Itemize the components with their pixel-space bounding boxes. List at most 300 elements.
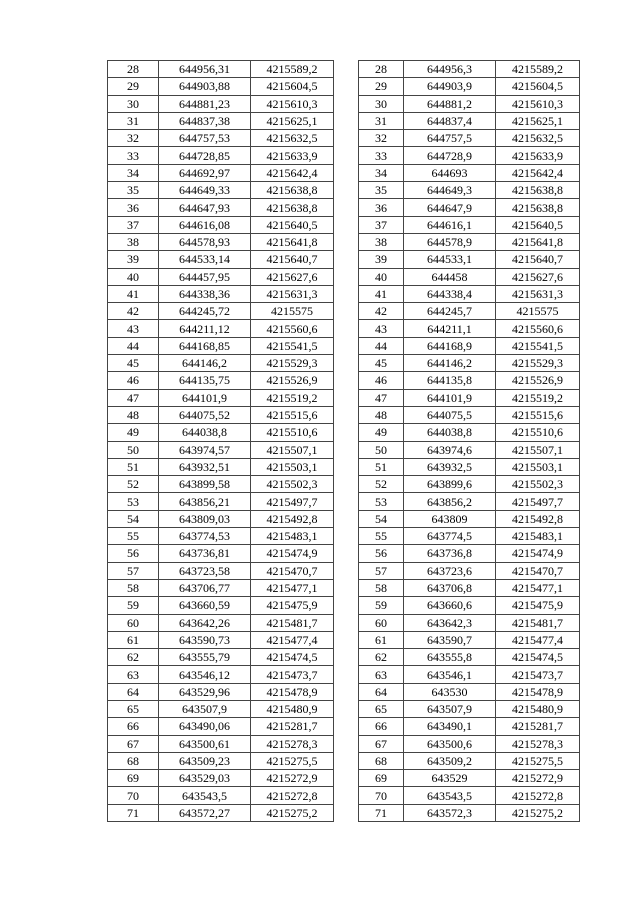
- y-coordinate-cell: 4215497,7: [496, 493, 580, 510]
- point-number-cell: 40: [359, 268, 404, 285]
- table-row: [359, 233, 580, 250]
- table-row: [359, 458, 580, 475]
- point-number-cell: 61: [359, 631, 404, 648]
- point-number-cell: 67: [108, 735, 159, 752]
- point-number-cell: 30: [359, 95, 404, 112]
- table-row: [108, 112, 334, 129]
- y-coordinate-cell: 4215481,7: [496, 614, 580, 631]
- point-number-cell: 39: [108, 251, 159, 268]
- table-row: [108, 804, 334, 821]
- table-row: [359, 320, 580, 337]
- point-number-cell: 55: [108, 528, 159, 545]
- x-coordinate-cell: 643723,6: [404, 562, 496, 579]
- point-number-cell: 69: [108, 770, 159, 787]
- x-coordinate-cell: 644533,14: [159, 251, 251, 268]
- table-row: [108, 147, 334, 164]
- y-coordinate-cell: 4215272,9: [251, 770, 334, 787]
- table-row: [359, 700, 580, 717]
- table-row: [359, 735, 580, 752]
- x-coordinate-cell: 644075,5: [404, 406, 496, 423]
- table-row: [359, 718, 580, 735]
- x-coordinate-cell: 644616,1: [404, 216, 496, 233]
- y-coordinate-cell: 4215503,1: [496, 458, 580, 475]
- x-coordinate-cell: 644956,31: [159, 61, 251, 78]
- x-coordinate-cell: 643530: [404, 683, 496, 700]
- point-number-cell: 46: [359, 372, 404, 389]
- x-coordinate-cell: 644038,8: [159, 424, 251, 441]
- y-coordinate-cell: 4215470,7: [496, 562, 580, 579]
- y-coordinate-cell: 4215497,7: [251, 493, 334, 510]
- point-number-cell: 34: [108, 164, 159, 181]
- y-coordinate-cell: 4215610,3: [496, 95, 580, 112]
- y-coordinate-cell: 4215477,4: [251, 631, 334, 648]
- table-row: [108, 666, 334, 683]
- point-number-cell: 64: [359, 683, 404, 700]
- table-row: [108, 787, 334, 804]
- table-row: [108, 562, 334, 579]
- point-number-cell: 36: [108, 199, 159, 216]
- x-coordinate-cell: 644578,9: [404, 233, 496, 250]
- point-number-cell: 44: [108, 337, 159, 354]
- x-coordinate-cell: 643543,5: [159, 787, 251, 804]
- x-coordinate-cell: 643509,23: [159, 752, 251, 769]
- point-number-cell: 41: [359, 285, 404, 302]
- table-row: [359, 770, 580, 787]
- point-number-cell: 56: [108, 545, 159, 562]
- x-coordinate-cell: 643543,5: [404, 787, 496, 804]
- y-coordinate-cell: 4215275,2: [251, 804, 334, 821]
- point-number-cell: 41: [108, 285, 159, 302]
- y-coordinate-cell: 4215515,6: [251, 406, 334, 423]
- table-row: [359, 406, 580, 423]
- table-row: [108, 752, 334, 769]
- x-coordinate-cell: 643856,21: [159, 493, 251, 510]
- x-coordinate-cell: 643774,53: [159, 528, 251, 545]
- x-coordinate-cell: 643723,58: [159, 562, 251, 579]
- point-number-cell: 50: [359, 441, 404, 458]
- table-row: [108, 545, 334, 562]
- x-coordinate-cell: 644168,85: [159, 337, 251, 354]
- x-coordinate-cell: 643500,61: [159, 735, 251, 752]
- table-row: [359, 579, 580, 596]
- y-coordinate-cell: 4215640,7: [496, 251, 580, 268]
- y-coordinate-cell: 4215638,8: [496, 182, 580, 199]
- table-row: [108, 770, 334, 787]
- y-coordinate-cell: 4215633,9: [251, 147, 334, 164]
- table-row: [359, 147, 580, 164]
- table-row: [108, 700, 334, 717]
- y-coordinate-cell: 4215480,9: [496, 700, 580, 717]
- table-row: [359, 95, 580, 112]
- x-coordinate-cell: 643932,5: [404, 458, 496, 475]
- table-row: [359, 787, 580, 804]
- y-coordinate-cell: 4215638,8: [251, 182, 334, 199]
- table-row: [108, 164, 334, 181]
- x-coordinate-cell: 644881,23: [159, 95, 251, 112]
- point-number-cell: 47: [359, 389, 404, 406]
- point-number-cell: 42: [108, 303, 159, 320]
- point-number-cell: 71: [359, 804, 404, 821]
- point-number-cell: 56: [359, 545, 404, 562]
- y-coordinate-cell: 4215503,1: [251, 458, 334, 475]
- y-coordinate-cell: 4215529,3: [251, 355, 334, 372]
- y-coordinate-cell: 4215272,8: [496, 787, 580, 804]
- y-coordinate-cell: 4215541,5: [251, 337, 334, 354]
- y-coordinate-cell: 4215627,6: [496, 268, 580, 285]
- point-number-cell: 34: [359, 164, 404, 181]
- x-coordinate-cell: 644956,3: [404, 61, 496, 78]
- x-coordinate-cell: 643555,79: [159, 649, 251, 666]
- y-coordinate-cell: 4215604,5: [251, 78, 334, 95]
- x-coordinate-cell: 644649,3: [404, 182, 496, 199]
- table-row: [108, 406, 334, 423]
- y-coordinate-cell: 4215474,9: [251, 545, 334, 562]
- table-row: [359, 61, 580, 78]
- x-coordinate-cell: 644338,36: [159, 285, 251, 302]
- table-row: [108, 233, 334, 250]
- point-number-cell: 59: [359, 597, 404, 614]
- y-coordinate-cell: 4215481,7: [251, 614, 334, 631]
- y-coordinate-cell: 4215529,3: [496, 355, 580, 372]
- point-number-cell: 57: [108, 562, 159, 579]
- table-row: [359, 355, 580, 372]
- x-coordinate-cell: 644168,9: [404, 337, 496, 354]
- y-coordinate-cell: 4215281,7: [251, 718, 334, 735]
- y-coordinate-cell: 4215272,8: [251, 787, 334, 804]
- y-coordinate-cell: 4215507,1: [496, 441, 580, 458]
- y-coordinate-cell: 4215502,3: [251, 476, 334, 493]
- table-row: [359, 164, 580, 181]
- x-coordinate-cell: 643546,12: [159, 666, 251, 683]
- table-row: [359, 631, 580, 648]
- y-coordinate-cell: 4215640,5: [251, 216, 334, 233]
- table-row: [108, 78, 334, 95]
- y-coordinate-cell: 4215473,7: [251, 666, 334, 683]
- y-coordinate-cell: 4215510,6: [496, 424, 580, 441]
- y-coordinate-cell: 4215560,6: [496, 320, 580, 337]
- y-coordinate-cell: 4215575: [496, 303, 580, 320]
- y-coordinate-cell: 4215632,5: [251, 130, 334, 147]
- point-number-cell: 53: [108, 493, 159, 510]
- x-coordinate-cell: 643546,1: [404, 666, 496, 683]
- y-coordinate-cell: 4215519,2: [496, 389, 580, 406]
- y-coordinate-cell: 4215642,4: [251, 164, 334, 181]
- point-number-cell: 28: [359, 61, 404, 78]
- table-row: [359, 683, 580, 700]
- y-coordinate-cell: 4215625,1: [496, 112, 580, 129]
- point-number-cell: 44: [359, 337, 404, 354]
- y-coordinate-cell: 4215477,1: [496, 579, 580, 596]
- x-coordinate-cell: 643774,5: [404, 528, 496, 545]
- x-coordinate-cell: 644647,93: [159, 199, 251, 216]
- point-number-cell: 42: [359, 303, 404, 320]
- table-row: [359, 528, 580, 545]
- point-number-cell: 32: [108, 130, 159, 147]
- point-number-cell: 66: [108, 718, 159, 735]
- table-row: [359, 614, 580, 631]
- table-row: [108, 372, 334, 389]
- table-row: [108, 424, 334, 441]
- y-coordinate-cell: 4215631,3: [496, 285, 580, 302]
- y-coordinate-cell: 4215275,2: [496, 804, 580, 821]
- y-coordinate-cell: 4215275,5: [251, 752, 334, 769]
- table-row: [108, 441, 334, 458]
- point-number-cell: 61: [108, 631, 159, 648]
- table-row: [359, 199, 580, 216]
- x-coordinate-cell: 644338,4: [404, 285, 496, 302]
- y-coordinate-cell: 4215641,8: [251, 233, 334, 250]
- x-coordinate-cell: 643974,57: [159, 441, 251, 458]
- table-row: [108, 683, 334, 700]
- table-row: [359, 251, 580, 268]
- x-coordinate-cell: 643660,6: [404, 597, 496, 614]
- point-number-cell: 33: [108, 147, 159, 164]
- point-number-cell: 50: [108, 441, 159, 458]
- coordinates-table-left: [107, 60, 334, 822]
- y-coordinate-cell: 4215474,5: [496, 649, 580, 666]
- x-coordinate-cell: 643490,06: [159, 718, 251, 735]
- y-coordinate-cell: 4215526,9: [496, 372, 580, 389]
- y-coordinate-cell: 4215475,9: [251, 597, 334, 614]
- table-row: [108, 718, 334, 735]
- point-number-cell: 33: [359, 147, 404, 164]
- y-coordinate-cell: 4215478,9: [496, 683, 580, 700]
- point-number-cell: 30: [108, 95, 159, 112]
- table-row: [108, 579, 334, 596]
- table-row: [108, 303, 334, 320]
- x-coordinate-cell: 644728,9: [404, 147, 496, 164]
- y-coordinate-cell: 4215474,5: [251, 649, 334, 666]
- point-number-cell: 35: [108, 182, 159, 199]
- x-coordinate-cell: 643529,03: [159, 770, 251, 787]
- point-number-cell: 54: [359, 510, 404, 527]
- x-coordinate-cell: 643507,9: [404, 700, 496, 717]
- table-row: [359, 424, 580, 441]
- table-row: [108, 649, 334, 666]
- table-row: [108, 614, 334, 631]
- table-row: [359, 752, 580, 769]
- point-number-cell: 64: [108, 683, 159, 700]
- point-number-cell: 53: [359, 493, 404, 510]
- y-coordinate-cell: 4215470,7: [251, 562, 334, 579]
- point-number-cell: 48: [108, 406, 159, 423]
- x-coordinate-cell: 644616,08: [159, 216, 251, 233]
- table-row: [359, 268, 580, 285]
- y-coordinate-cell: 4215633,9: [496, 147, 580, 164]
- coordinates-table-right: [358, 60, 580, 822]
- x-coordinate-cell: 644692,97: [159, 164, 251, 181]
- x-coordinate-cell: 644038,8: [404, 424, 496, 441]
- x-coordinate-cell: 643490,1: [404, 718, 496, 735]
- x-coordinate-cell: 644245,7: [404, 303, 496, 320]
- point-number-cell: 59: [108, 597, 159, 614]
- table-row: [108, 631, 334, 648]
- x-coordinate-cell: 643809: [404, 510, 496, 527]
- point-number-cell: 58: [108, 579, 159, 596]
- table-row: [359, 666, 580, 683]
- y-coordinate-cell: 4215625,1: [251, 112, 334, 129]
- y-coordinate-cell: 4215272,9: [496, 770, 580, 787]
- point-number-cell: 49: [108, 424, 159, 441]
- point-number-cell: 38: [359, 233, 404, 250]
- x-coordinate-cell: 644757,53: [159, 130, 251, 147]
- point-number-cell: 57: [359, 562, 404, 579]
- table-row: [359, 112, 580, 129]
- y-coordinate-cell: 4215510,6: [251, 424, 334, 441]
- table-row: [359, 476, 580, 493]
- x-coordinate-cell: 644075,52: [159, 406, 251, 423]
- table-row: [108, 493, 334, 510]
- y-coordinate-cell: 4215575: [251, 303, 334, 320]
- x-coordinate-cell: 643974,6: [404, 441, 496, 458]
- table-row: [108, 337, 334, 354]
- x-coordinate-cell: 643736,81: [159, 545, 251, 562]
- y-coordinate-cell: 4215526,9: [251, 372, 334, 389]
- point-number-cell: 71: [108, 804, 159, 821]
- table-row: [359, 303, 580, 320]
- y-coordinate-cell: 4215507,1: [251, 441, 334, 458]
- table-row: [359, 216, 580, 233]
- point-number-cell: 62: [359, 649, 404, 666]
- point-number-cell: 54: [108, 510, 159, 527]
- table-row: [359, 804, 580, 821]
- x-coordinate-cell: 644101,9: [159, 389, 251, 406]
- x-coordinate-cell: 644649,33: [159, 182, 251, 199]
- point-number-cell: 48: [359, 406, 404, 423]
- point-number-cell: 29: [359, 78, 404, 95]
- x-coordinate-cell: 643529: [404, 770, 496, 787]
- x-coordinate-cell: 644245,72: [159, 303, 251, 320]
- x-coordinate-cell: 644533,1: [404, 251, 496, 268]
- point-number-cell: 29: [108, 78, 159, 95]
- table-row: [108, 251, 334, 268]
- x-coordinate-cell: 643856,2: [404, 493, 496, 510]
- x-coordinate-cell: 644881,2: [404, 95, 496, 112]
- point-number-cell: 68: [108, 752, 159, 769]
- y-coordinate-cell: 4215627,6: [251, 268, 334, 285]
- y-coordinate-cell: 4215278,3: [251, 735, 334, 752]
- x-coordinate-cell: 644211,1: [404, 320, 496, 337]
- table-row: [359, 372, 580, 389]
- point-number-cell: 65: [108, 700, 159, 717]
- table-row: [108, 268, 334, 285]
- y-coordinate-cell: 4215515,6: [496, 406, 580, 423]
- x-coordinate-cell: 644135,8: [404, 372, 496, 389]
- point-number-cell: 28: [108, 61, 159, 78]
- x-coordinate-cell: 644903,9: [404, 78, 496, 95]
- x-coordinate-cell: 643507,9: [159, 700, 251, 717]
- x-coordinate-cell: 644101,9: [404, 389, 496, 406]
- x-coordinate-cell: 643529,96: [159, 683, 251, 700]
- point-number-cell: 65: [359, 700, 404, 717]
- y-coordinate-cell: 4215640,5: [496, 216, 580, 233]
- table-body-right: [359, 61, 580, 822]
- y-coordinate-cell: 4215519,2: [251, 389, 334, 406]
- point-number-cell: 63: [359, 666, 404, 683]
- y-coordinate-cell: 4215478,9: [251, 683, 334, 700]
- table-row: [108, 355, 334, 372]
- point-number-cell: 45: [359, 355, 404, 372]
- x-coordinate-cell: 643660,59: [159, 597, 251, 614]
- x-coordinate-cell: 643572,3: [404, 804, 496, 821]
- x-coordinate-cell: 643572,27: [159, 804, 251, 821]
- x-coordinate-cell: 644647,9: [404, 199, 496, 216]
- table-row: [359, 597, 580, 614]
- point-number-cell: 47: [108, 389, 159, 406]
- x-coordinate-cell: 644693: [404, 164, 496, 181]
- x-coordinate-cell: 643706,77: [159, 579, 251, 596]
- y-coordinate-cell: 4215632,5: [496, 130, 580, 147]
- point-number-cell: 32: [359, 130, 404, 147]
- x-coordinate-cell: 643590,7: [404, 631, 496, 648]
- y-coordinate-cell: 4215483,1: [496, 528, 580, 545]
- y-coordinate-cell: 4215604,5: [496, 78, 580, 95]
- table-row: [108, 320, 334, 337]
- table-row: [108, 389, 334, 406]
- y-coordinate-cell: 4215278,3: [496, 735, 580, 752]
- point-number-cell: 38: [108, 233, 159, 250]
- point-number-cell: 62: [108, 649, 159, 666]
- table-row: [359, 337, 580, 354]
- point-number-cell: 51: [359, 458, 404, 475]
- table-row: [108, 285, 334, 302]
- x-coordinate-cell: 644578,93: [159, 233, 251, 250]
- x-coordinate-cell: 644211,12: [159, 320, 251, 337]
- x-coordinate-cell: 644146,2: [404, 355, 496, 372]
- point-number-cell: 35: [359, 182, 404, 199]
- y-coordinate-cell: 4215560,6: [251, 320, 334, 337]
- table-row: [108, 476, 334, 493]
- x-coordinate-cell: 643706,8: [404, 579, 496, 596]
- table-row: [108, 528, 334, 545]
- point-number-cell: 39: [359, 251, 404, 268]
- x-coordinate-cell: 644903,88: [159, 78, 251, 95]
- table-row: [359, 441, 580, 458]
- x-coordinate-cell: 644457,95: [159, 268, 251, 285]
- x-coordinate-cell: 643899,6: [404, 476, 496, 493]
- point-number-cell: 51: [108, 458, 159, 475]
- x-coordinate-cell: 643932,51: [159, 458, 251, 475]
- table-row: [359, 285, 580, 302]
- table-row: [108, 61, 334, 78]
- table-row: [359, 130, 580, 147]
- point-number-cell: 63: [108, 666, 159, 683]
- point-number-cell: 58: [359, 579, 404, 596]
- point-number-cell: 46: [108, 372, 159, 389]
- x-coordinate-cell: 643642,3: [404, 614, 496, 631]
- point-number-cell: 31: [108, 112, 159, 129]
- point-number-cell: 69: [359, 770, 404, 787]
- point-number-cell: 67: [359, 735, 404, 752]
- y-coordinate-cell: 4215640,7: [251, 251, 334, 268]
- table-row: [359, 562, 580, 579]
- y-coordinate-cell: 4215589,2: [251, 61, 334, 78]
- point-number-cell: 60: [359, 614, 404, 631]
- point-number-cell: 45: [108, 355, 159, 372]
- x-coordinate-cell: 644837,38: [159, 112, 251, 129]
- table-row: [108, 597, 334, 614]
- y-coordinate-cell: 4215281,7: [496, 718, 580, 735]
- point-number-cell: 43: [359, 320, 404, 337]
- y-coordinate-cell: 4215631,3: [251, 285, 334, 302]
- y-coordinate-cell: 4215541,5: [496, 337, 580, 354]
- y-coordinate-cell: 4215642,4: [496, 164, 580, 181]
- y-coordinate-cell: 4215492,8: [251, 510, 334, 527]
- x-coordinate-cell: 643555,8: [404, 649, 496, 666]
- y-coordinate-cell: 4215474,9: [496, 545, 580, 562]
- point-number-cell: 37: [359, 216, 404, 233]
- table-row: [108, 130, 334, 147]
